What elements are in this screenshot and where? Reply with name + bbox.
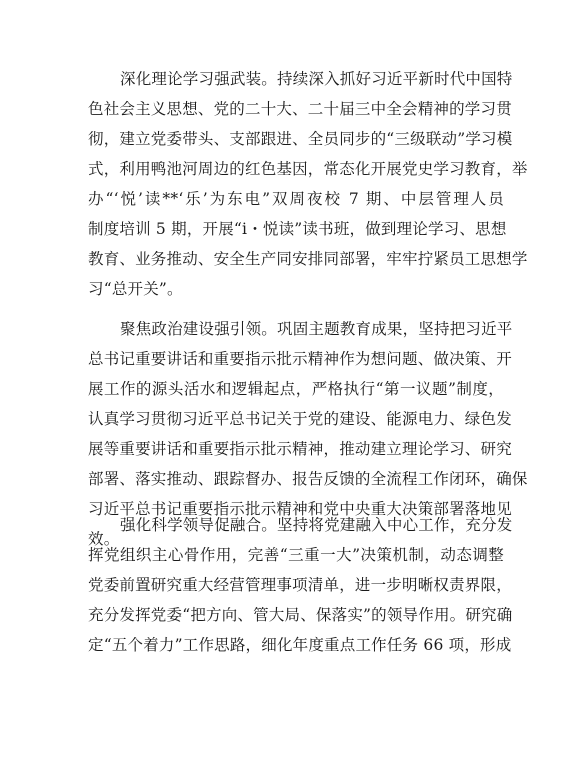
text-line: 制度培训 5 期，开展“i・悦读”读书班，做到理论学习、思想 (88, 220, 507, 238)
text-line: 习“总开关”。 (88, 280, 183, 298)
text-line: 聚焦政治建设强引领。巩固主题教育成果，坚持把习近平 (120, 320, 513, 338)
text-line: 习近平总书记重要指示批示精神和党中央重大决策部署落地见 (88, 500, 512, 518)
text-line: 展等重要讲话和重要指示批示精神，推动建立理论学习、研究 (88, 440, 512, 458)
paragraph-scientific-leadership (88, 510, 513, 660)
text-line: 总书记重要讲话和重要指示批示精神作为想问题、做决策、开 (88, 350, 512, 368)
text-line: 深化理论学习强武装。持续深入抓好习近平新时代中国特 (120, 70, 513, 88)
paragraph-theory-study (88, 64, 528, 304)
text-line: 强化科学领导促融合。坚持将党建融入中心工作，充分发 (120, 516, 513, 534)
text-line: 充分发挥党委“把方向、管大局、保落实”的领导作用。研究确 (88, 606, 513, 624)
text-line: 办“‘悦’读**‘乐’为东电”双周夜校 7 期、中层管理人员 (88, 190, 504, 208)
text-line: 党委前置研究重大经营管理事项清单，进一步明晰权责界限， (88, 576, 512, 594)
text-line: 式，利用鸭池河周边的红色基因，常态化开展党史学习教育，举 (88, 160, 528, 178)
text-line: 效。 (88, 530, 120, 548)
text-line: 认真学习贯彻习近平总书记关于党的建设、能源电力、绿色发 (88, 410, 512, 428)
text-line: 定“五个着力”工作思路，细化年度重点工作任务 66 项，形成 (88, 636, 512, 654)
text-line: 彻，建立党委带头、支部跟进、全员同步的“三级联动”学习模 (88, 130, 513, 148)
text-line: 教育、业务推动、安全生产同安排同部署，牢牢拧紧员工思想学 (88, 250, 528, 268)
text-line: 部署、落实推动、跟踪督办、报告反馈的全流程工作闭环，确保 (88, 470, 528, 488)
text-line: 展工作的源头活水和逻辑起点，严格执行“第一议题”制度， (88, 380, 504, 398)
text-line: 挥党组织主心骨作用，完善“三重一大”决策机制，动态调整 (88, 546, 504, 564)
text-line: 色社会主义思想、党的二十大、二十届三中全会精神的学习贯 (88, 100, 512, 118)
